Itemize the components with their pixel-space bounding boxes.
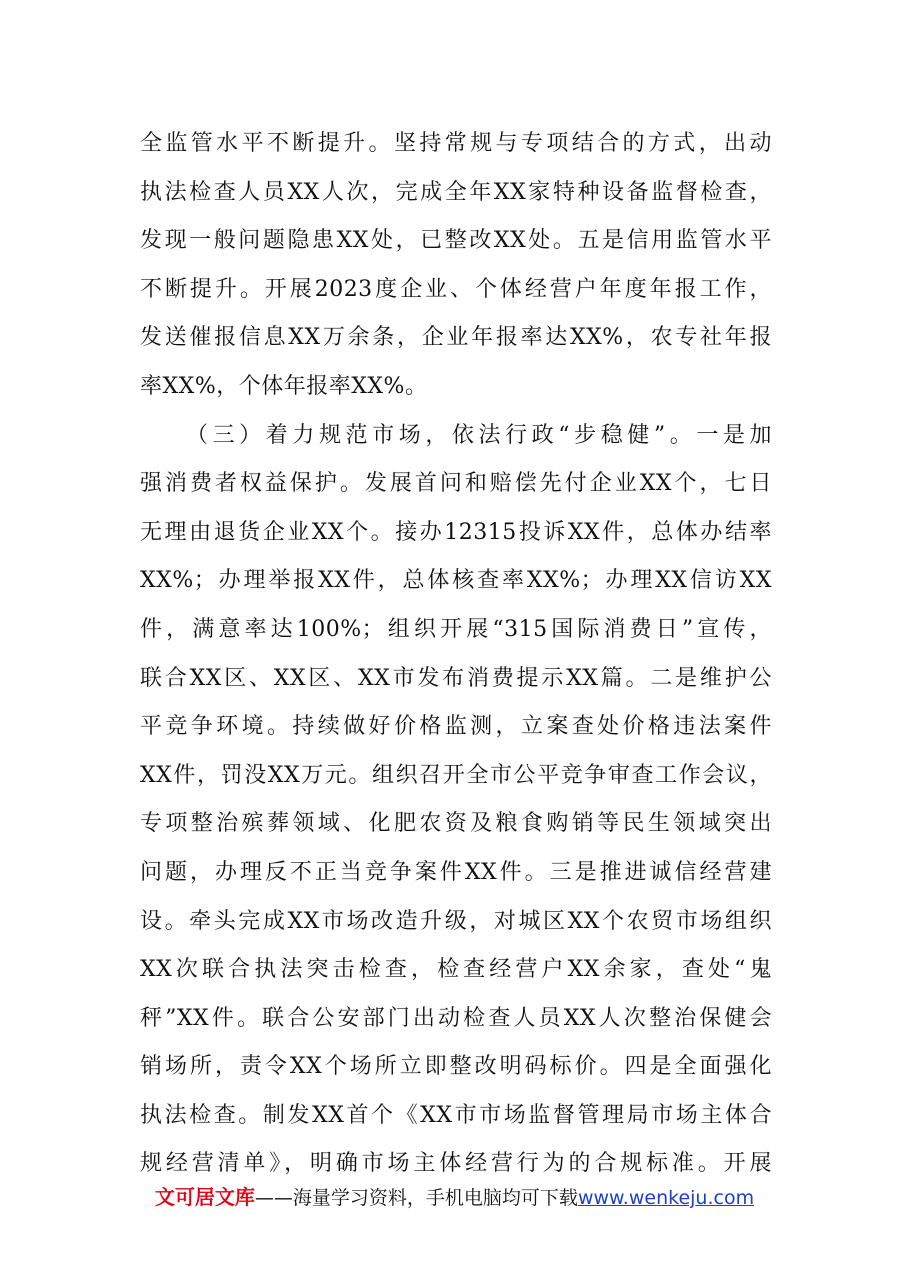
text-line: 平竞争环境。持续做好价格监测，立案查处价格违法案件 <box>140 714 772 740</box>
text-line: XX%；办理举报XX件，总体核查率XX%；办理XX信访XX <box>140 568 772 594</box>
footer-brand: 文可居文库 <box>154 1185 255 1209</box>
text-line: 件，满意率达100%；组织开展“315国际消费日”宣传， <box>140 616 772 642</box>
text-line: 率XX%，个体年报率XX%。 <box>140 373 428 399</box>
text-line: 无理由退货企业XX个。接办12315投诉XX件，总体办结率 <box>140 519 772 545</box>
footer-banner <box>0 1182 909 1212</box>
text-line: 执法检查。制发XX首个《XX市市场监督管理局市场主体合 <box>140 1102 772 1128</box>
text-line: 联合XX区、XX区、XX市发布消费提示XX篇。二是维护公 <box>140 665 772 691</box>
section-heading-line: （三）着力规范市场，依法行政“步稳健”。一是加 <box>186 422 772 448</box>
text-line: XX次联合执法突击检查，检查经营户XX余家，查处“鬼 <box>140 957 772 983</box>
footer-website-link[interactable]: www.wenkeju.com <box>577 1187 755 1209</box>
text-line: 发现一般问题隐患XX处，已整改XX处。五是信用监管水平 <box>140 228 772 254</box>
text-line: 专项整治殡葬领域、化肥农资及粮食购销等民生领域突出 <box>140 811 772 837</box>
footer-tagline: ——海量学习资料，手机电脑均可下载 <box>254 1187 578 1209</box>
text-line: 不断提升。开展2023度企业、个体经营户年度年报工作， <box>140 276 772 302</box>
text-line: 秤”XX件。联合公安部门出动检查人员XX人次整治保健会 <box>140 1005 772 1031</box>
text-line: 发送催报信息XX万余条，企业年报率达XX%，农专社年报 <box>140 325 772 351</box>
text-line: 销场所，责令XX个场所立即整改明码标价。四是全面强化 <box>140 1054 772 1080</box>
text-line: 强消费者权益保护。发展首问和赔偿先付企业XX个，七日 <box>140 471 772 497</box>
text-line: 问题，办理反不正当竞争案件XX件。三是推进诚信经营建 <box>140 859 772 885</box>
text-line: 执法检查人员XX人次，完成全年XX家特种设备监督检查， <box>140 179 772 205</box>
document-body <box>140 120 772 1189</box>
text-line: XX件，罚没XX万元。组织召开全市公平竞争审查工作会议， <box>140 762 772 788</box>
text-line: 设。牵头完成XX市场改造升级，对城区XX个农贸市场组织 <box>140 908 772 934</box>
text-line: 全监管水平不断提升。坚持常规与专项结合的方式，出动 <box>140 131 772 156</box>
text-line: 规经营清单》，明确市场主体经营行为的合规标准。开展 <box>140 1151 772 1177</box>
